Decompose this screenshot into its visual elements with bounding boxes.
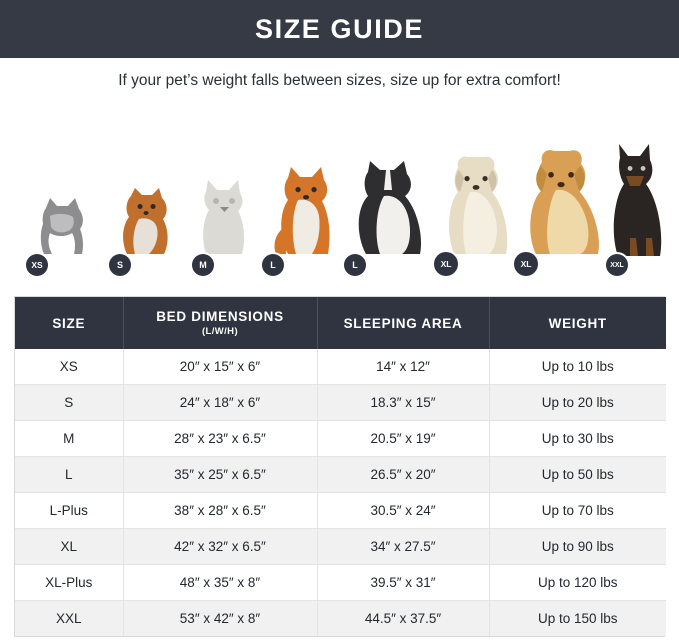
- header-bar: [0, 0, 679, 58]
- badge-xl-2: XL: [514, 252, 538, 276]
- badge-s: S: [109, 254, 131, 276]
- cell-weight: Up to 70 lbs: [489, 493, 666, 529]
- pet-item-l2: [344, 158, 432, 276]
- cell-weight: Up to 20 lbs: [489, 385, 666, 421]
- cell-sleeping: 44.5″ x 37.5″: [317, 601, 489, 637]
- table-row: [15, 601, 666, 637]
- table-row: [15, 349, 666, 385]
- table-row: [15, 385, 666, 421]
- pomeranian-silhouette: [109, 186, 179, 264]
- cell-size: XL-Plus: [15, 565, 123, 601]
- pet-item-xxl: [606, 142, 668, 276]
- column-header-weight: [489, 297, 666, 349]
- cell-size: L-Plus: [15, 493, 123, 529]
- table-row: [15, 493, 666, 529]
- cell-size: S: [15, 385, 123, 421]
- pet-item-s: [109, 186, 179, 276]
- cell-size: XL: [15, 529, 123, 565]
- cell-bed: 53″ x 42″ x 8″: [123, 601, 317, 637]
- table-row: [15, 565, 666, 601]
- cell-bed: 28″ x 23″ x 6.5″: [123, 421, 317, 457]
- cell-weight: Up to 10 lbs: [489, 349, 666, 385]
- pet-item-xl2: [514, 146, 606, 276]
- cell-sleeping: 39.5″ x 31″: [317, 565, 489, 601]
- cell-bed: 20″ x 15″ x 6″: [123, 349, 317, 385]
- page-title: SIZE GUIDE: [254, 13, 425, 44]
- column-header-size-label: SIZE: [52, 315, 86, 331]
- cell-weight: Up to 90 lbs: [489, 529, 666, 565]
- table-row: [15, 421, 666, 457]
- cell-bed: 24″ x 18″ x 6″: [123, 385, 317, 421]
- badge-m: M: [192, 254, 214, 276]
- column-header-bed-label: BED DIMENSIONS: [156, 309, 284, 324]
- doberman-silhouette: [606, 142, 668, 264]
- cell-bed: 48″ x 35″ x 8″: [123, 565, 317, 601]
- cell-weight: Up to 30 lbs: [489, 421, 666, 457]
- cell-sleeping: 30.5″ x 24″: [317, 493, 489, 529]
- cell-bed: 38″ x 28″ x 6.5″: [123, 493, 317, 529]
- size-table: [14, 296, 665, 637]
- cell-bed: 35″ x 25″ x 6.5″: [123, 457, 317, 493]
- pet-item-m: [192, 178, 254, 276]
- french-bulldog-silhouette: [192, 178, 254, 264]
- column-header-bed-sublabel: (L/W/H): [201, 326, 239, 337]
- badge-xxl: XXL: [606, 254, 628, 276]
- badge-l-2: L: [344, 254, 366, 276]
- column-header-size: [15, 297, 123, 349]
- subtitle-text: If your pet’s weight falls between sizes, size up for extra comfort!: [118, 72, 561, 89]
- table-row: [15, 457, 666, 493]
- pet-item-l1: [262, 166, 340, 276]
- column-header-weight-label: WEIGHT: [548, 315, 607, 331]
- cell-weight: Up to 150 lbs: [489, 601, 666, 637]
- labrador-silhouette: [434, 152, 512, 264]
- pet-silhouette-row: [14, 128, 665, 276]
- golden-retriever-silhouette: [514, 146, 606, 264]
- table-header-row: [15, 297, 666, 349]
- cell-weight: Up to 50 lbs: [489, 457, 666, 493]
- cell-bed: 42″ x 32″ x 6.5″: [123, 529, 317, 565]
- column-header-bed-dimensions: [123, 297, 317, 349]
- cell-sleeping: 14″ x 12″: [317, 349, 489, 385]
- column-header-sleeping-area: [317, 297, 489, 349]
- cell-sleeping: 20.5″ x 19″: [317, 421, 489, 457]
- cell-sleeping: 18.3″ x 15″: [317, 385, 489, 421]
- shiba-inu-silhouette: [262, 166, 340, 264]
- border-collie-silhouette: [344, 158, 432, 264]
- pet-item-xs: [26, 196, 98, 276]
- pet-item-xl1: [434, 152, 512, 276]
- cell-weight: Up to 120 lbs: [489, 565, 666, 601]
- table-row: [15, 529, 666, 565]
- cell-size: XXL: [15, 601, 123, 637]
- column-header-sleeping-label: SLEEPING AREA: [343, 315, 463, 331]
- cell-sleeping: 26.5″ x 20″: [317, 457, 489, 493]
- badge-xs: XS: [26, 254, 48, 276]
- badge-xl-1: XL: [434, 252, 458, 276]
- cell-size: L: [15, 457, 123, 493]
- cell-size: M: [15, 421, 123, 457]
- cell-size: XS: [15, 349, 123, 385]
- badge-l-1: L: [262, 254, 284, 276]
- cell-sleeping: 34″ x 27.5″: [317, 529, 489, 565]
